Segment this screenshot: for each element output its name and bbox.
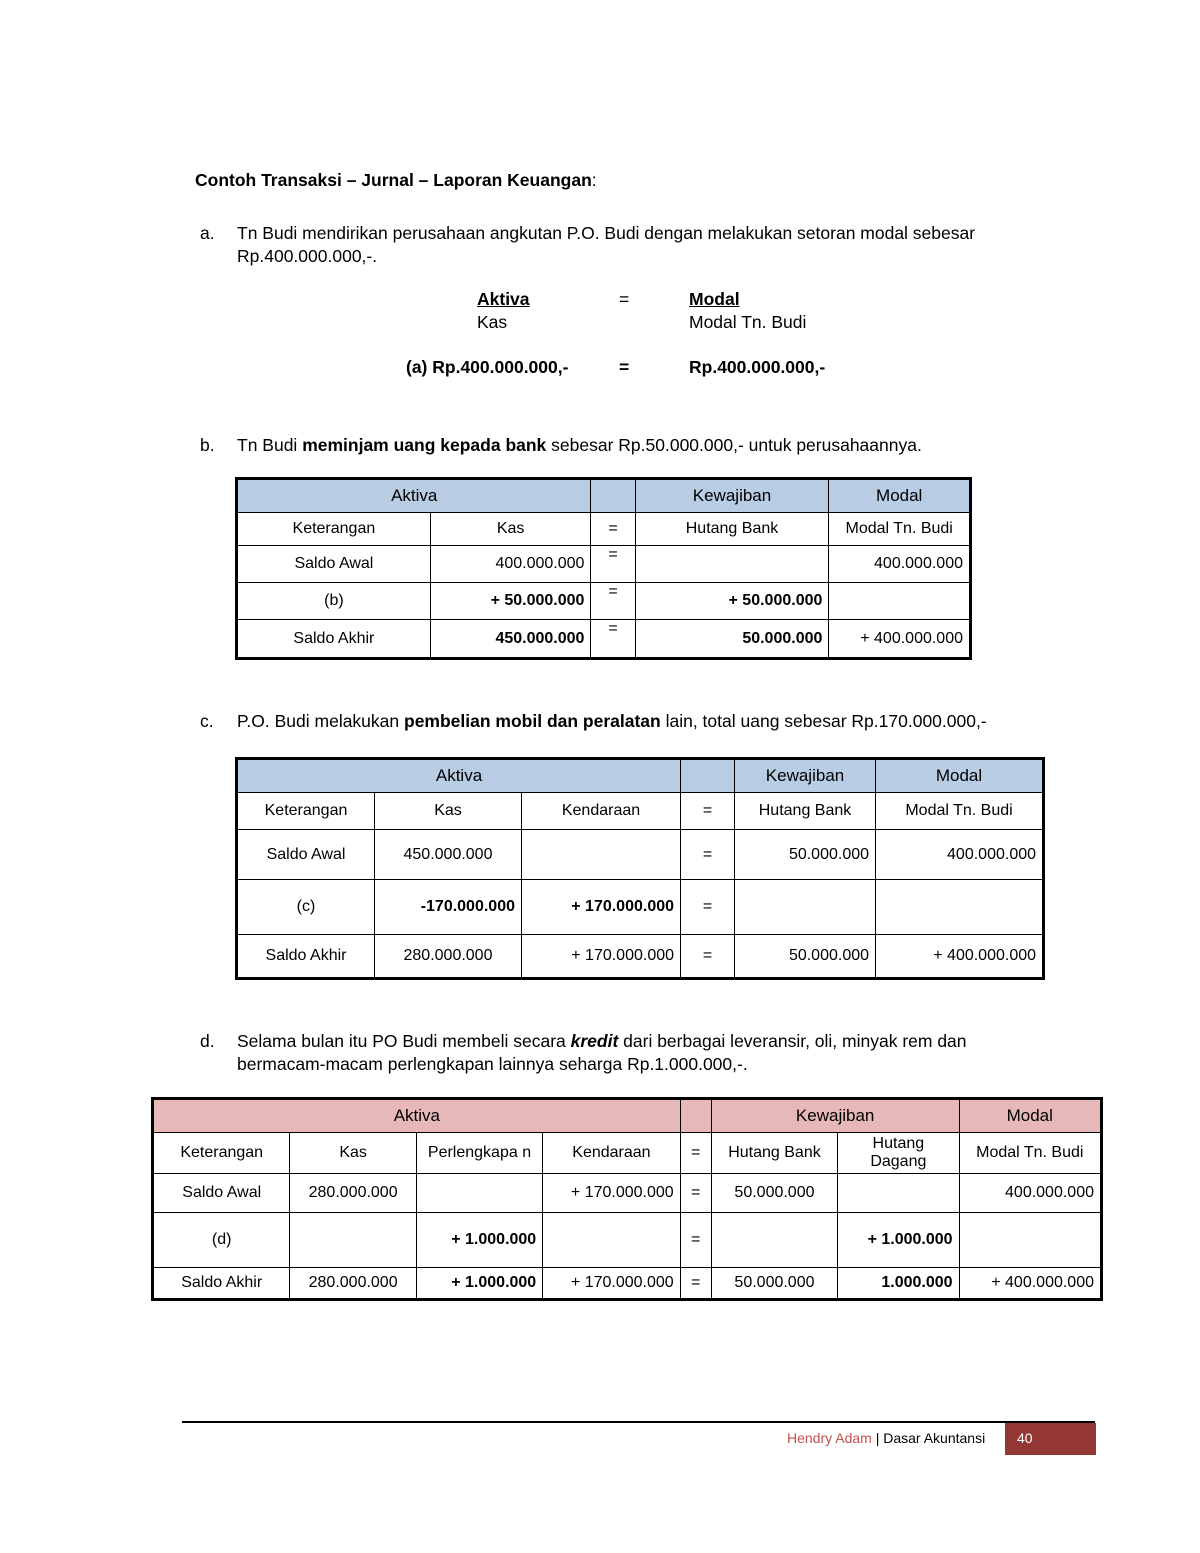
table-c-col-kendaraan: Kendaraan — [522, 793, 681, 830]
table-b-header-kewajiban: Kewajiban — [635, 479, 829, 513]
table-d-cell — [416, 1174, 542, 1213]
table-c-cell: + 170.000.000 — [522, 935, 681, 979]
table-d-cell: + 1.000.000 — [416, 1213, 542, 1268]
item-b-pre: Tn Budi — [237, 435, 303, 455]
table-b-header-modal: Modal — [829, 479, 971, 513]
table-d-col-modal-tn-budi: Modal Tn. Budi — [959, 1133, 1101, 1174]
table-c-cell — [876, 880, 1044, 935]
table-d-cell: Saldo Akhir — [153, 1268, 290, 1300]
table-d-cell — [959, 1213, 1101, 1268]
table-b-column-row — [237, 513, 971, 546]
table-d-column-row — [153, 1133, 1102, 1174]
page-number: 40 — [1017, 1430, 1033, 1446]
table-b-cell: Saldo Akhir — [237, 620, 431, 659]
table-c-col-keterangan: Keterangan — [237, 793, 375, 830]
table-d-col-kas: Kas — [290, 1133, 416, 1174]
table-c-cell — [735, 880, 876, 935]
heading-text: Contoh Transaksi – Jurnal – Laporan Keuangan — [195, 170, 592, 190]
item-d-post: dari berbagai leveransir, oli, minyak rem dan — [618, 1031, 967, 1051]
table-c-cell: 50.000.000 — [735, 935, 876, 979]
item-a-line1: Tn Budi mendirikan perusahaan angkutan P.O. Budi dengan melakukan setoran modal sebesar — [237, 223, 976, 243]
item-d-line1 — [237, 1030, 1085, 1053]
table-c-cell: (c) — [237, 880, 375, 935]
table-b-cell: 450.000.000 — [430, 620, 591, 659]
table-row — [237, 620, 971, 659]
table-d-header-modal: Modal — [959, 1099, 1101, 1133]
table-b-header-aktiva: Aktiva — [237, 479, 591, 513]
table-d-cell — [290, 1213, 416, 1268]
table-c-column-row — [237, 793, 1044, 830]
table-b-header-row — [237, 479, 971, 513]
item-c-bold: pembelian mobil dan peralatan — [404, 711, 661, 731]
table-b-cell — [635, 546, 829, 583]
item-c-pre: P.O. Budi melakukan — [237, 711, 404, 731]
table-d-col-hutang-bank: Hutang Bank — [711, 1133, 837, 1174]
table-d-cell: + 1.000.000 — [838, 1213, 959, 1268]
table-c-col-kas: Kas — [375, 793, 522, 830]
item-d-bold: kredit — [570, 1031, 619, 1051]
item-b-label: b. — [200, 435, 215, 455]
table-b-col-hutang-bank: Hutang Bank — [635, 513, 829, 546]
table-c-cell: Saldo Akhir — [237, 935, 375, 979]
footer-author: Hendry Adam — [787, 1430, 872, 1446]
table-b-col-equals: = — [591, 513, 635, 546]
table-b-cell: 50.000.000 — [635, 620, 829, 659]
footer-separator: | — [875, 1430, 880, 1446]
table-d-header-row — [153, 1099, 1102, 1133]
item-b-post: sebesar Rp.50.000.000,- untuk perusahaannya. — [546, 435, 922, 455]
table-d-header-aktiva: Aktiva — [153, 1099, 681, 1133]
section-heading — [195, 170, 597, 191]
table-d-cell: 280.000.000 — [290, 1268, 416, 1300]
item-c-label: c. — [200, 711, 214, 731]
table-row — [153, 1268, 1102, 1300]
table-c-cell: 400.000.000 — [876, 830, 1044, 880]
table-b-cell: Saldo Awal — [237, 546, 431, 583]
table-d-cell: + 170.000.000 — [543, 1268, 680, 1300]
equation-equals-2: = — [619, 357, 630, 377]
table-b-cell: + 400.000.000 — [829, 620, 971, 659]
table-b-cell: + 50.000.000 — [430, 583, 591, 620]
table-c-col-equals: = — [681, 793, 735, 830]
table-d — [151, 1097, 1103, 1301]
table-c-cell: 50.000.000 — [735, 830, 876, 880]
table-d-cell: = — [680, 1213, 711, 1268]
item-d-line2: bermacam-macam perlengkapan lainnya seharga Rp.1.000.000,-. — [237, 1054, 748, 1074]
table-b-col-modal-tn-budi: Modal Tn. Budi — [829, 513, 971, 546]
table-d-cell: Saldo Awal — [153, 1174, 290, 1213]
item-b-bold: meminjam uang kepada bank — [302, 435, 547, 455]
table-row — [237, 935, 1044, 979]
table-d-cell: 1.000.000 — [838, 1268, 959, 1300]
equation-modal-heading: Modal — [689, 289, 740, 309]
table-row — [237, 546, 971, 583]
table-d-col-keterangan: Keterangan — [153, 1133, 290, 1174]
table-c — [235, 757, 1045, 980]
table-d-col-hutang-dagang: Hutang Dagang — [838, 1133, 959, 1174]
table-b-header-blank — [591, 479, 635, 513]
footer-credit — [787, 1430, 985, 1446]
table-d-col-equals: = — [680, 1133, 711, 1174]
table-b-cell: = — [591, 583, 635, 620]
table-row — [153, 1174, 1102, 1213]
table-d-cell: (d) — [153, 1213, 290, 1268]
item-c — [200, 710, 1085, 735]
heading-colon: : — [591, 170, 597, 190]
table-c-header-modal: Modal — [876, 759, 1044, 793]
item-d — [200, 1030, 1085, 1080]
item-b-text — [237, 434, 922, 457]
equation-total-right: Rp.400.000.000,- — [689, 357, 826, 377]
table-d-cell: 280.000.000 — [290, 1174, 416, 1213]
table-d-cell: 50.000.000 — [711, 1174, 837, 1213]
table-b-cell: = — [591, 546, 635, 583]
table-c-header-row — [237, 759, 1044, 793]
table-row — [237, 583, 971, 620]
table-c-cell: = — [681, 830, 735, 880]
table-b-cell: (b) — [237, 583, 431, 620]
table-b-cell: 400.000.000 — [829, 546, 971, 583]
equation-total-left: (a) Rp.400.000.000,- — [406, 357, 569, 377]
table-b-cell: 400.000.000 — [430, 546, 591, 583]
table-c-cell — [522, 830, 681, 880]
table-d-cell: + 400.000.000 — [959, 1268, 1101, 1300]
footer-rule — [182, 1421, 1095, 1423]
table-c-cell: + 170.000.000 — [522, 880, 681, 935]
table-d-cell: = — [680, 1268, 711, 1300]
table-row — [153, 1213, 1102, 1268]
table-c-cell: + 400.000.000 — [876, 935, 1044, 979]
item-d-label: d. — [200, 1031, 215, 1051]
table-b-cell: = — [591, 620, 635, 659]
table-d-cell: 400.000.000 — [959, 1174, 1101, 1213]
table-c-cell: -170.000.000 — [375, 880, 522, 935]
table-b-col-keterangan: Keterangan — [237, 513, 431, 546]
item-a — [200, 222, 1085, 272]
page-number-box — [1005, 1423, 1096, 1455]
equation-kas: Kas — [477, 312, 508, 332]
table-b-col-kas: Kas — [430, 513, 591, 546]
table-c-header-blank — [681, 759, 735, 793]
equation-modal-tn-budi: Modal Tn. Budi — [689, 312, 807, 332]
table-d-cell — [838, 1174, 959, 1213]
item-b — [200, 434, 1085, 459]
table-d-cell: + 170.000.000 — [543, 1174, 680, 1213]
table-d-cell — [711, 1213, 837, 1268]
table-c-cell: = — [681, 880, 735, 935]
table-d-cell: + 1.000.000 — [416, 1268, 542, 1300]
table-c-cell: = — [681, 935, 735, 979]
item-c-post: lain, total uang sebesar Rp.170.000.000,- — [660, 711, 987, 731]
table-d-header-kewajiban: Kewajiban — [711, 1099, 959, 1133]
table-b-cell: + 50.000.000 — [635, 583, 829, 620]
table-c-col-hutang-bank: Hutang Bank — [735, 793, 876, 830]
footer-course: Dasar Akuntansi — [883, 1430, 986, 1446]
equation-equals-1: = — [619, 289, 630, 309]
table-c-header-kewajiban: Kewajiban — [735, 759, 876, 793]
table-b — [235, 477, 972, 660]
table-d-cell: = — [680, 1174, 711, 1213]
table-d-cell: 50.000.000 — [711, 1268, 837, 1300]
table-c-cell: 280.000.000 — [375, 935, 522, 979]
table-d-cell — [543, 1213, 680, 1268]
item-c-text — [237, 710, 987, 733]
table-d-col-perlengkapan: Perlengkapa n — [416, 1133, 542, 1174]
table-d-col-kendaraan: Kendaraan — [543, 1133, 680, 1174]
table-c-col-modal-tn-budi: Modal Tn. Budi — [876, 793, 1044, 830]
table-c-header-aktiva: Aktiva — [237, 759, 681, 793]
item-a-label: a. — [200, 223, 215, 243]
table-c-cell: 450.000.000 — [375, 830, 522, 880]
table-b-cell — [829, 583, 971, 620]
item-a-line2: Rp.400.000.000,-. — [237, 246, 378, 266]
item-d-pre: Selama bulan itu PO Budi membeli secara — [237, 1031, 571, 1051]
table-c-cell: Saldo Awal — [237, 830, 375, 880]
table-d-header-blank — [680, 1099, 711, 1133]
table-row — [237, 830, 1044, 880]
table-row — [237, 880, 1044, 935]
equation-aktiva-heading: Aktiva — [477, 289, 530, 309]
